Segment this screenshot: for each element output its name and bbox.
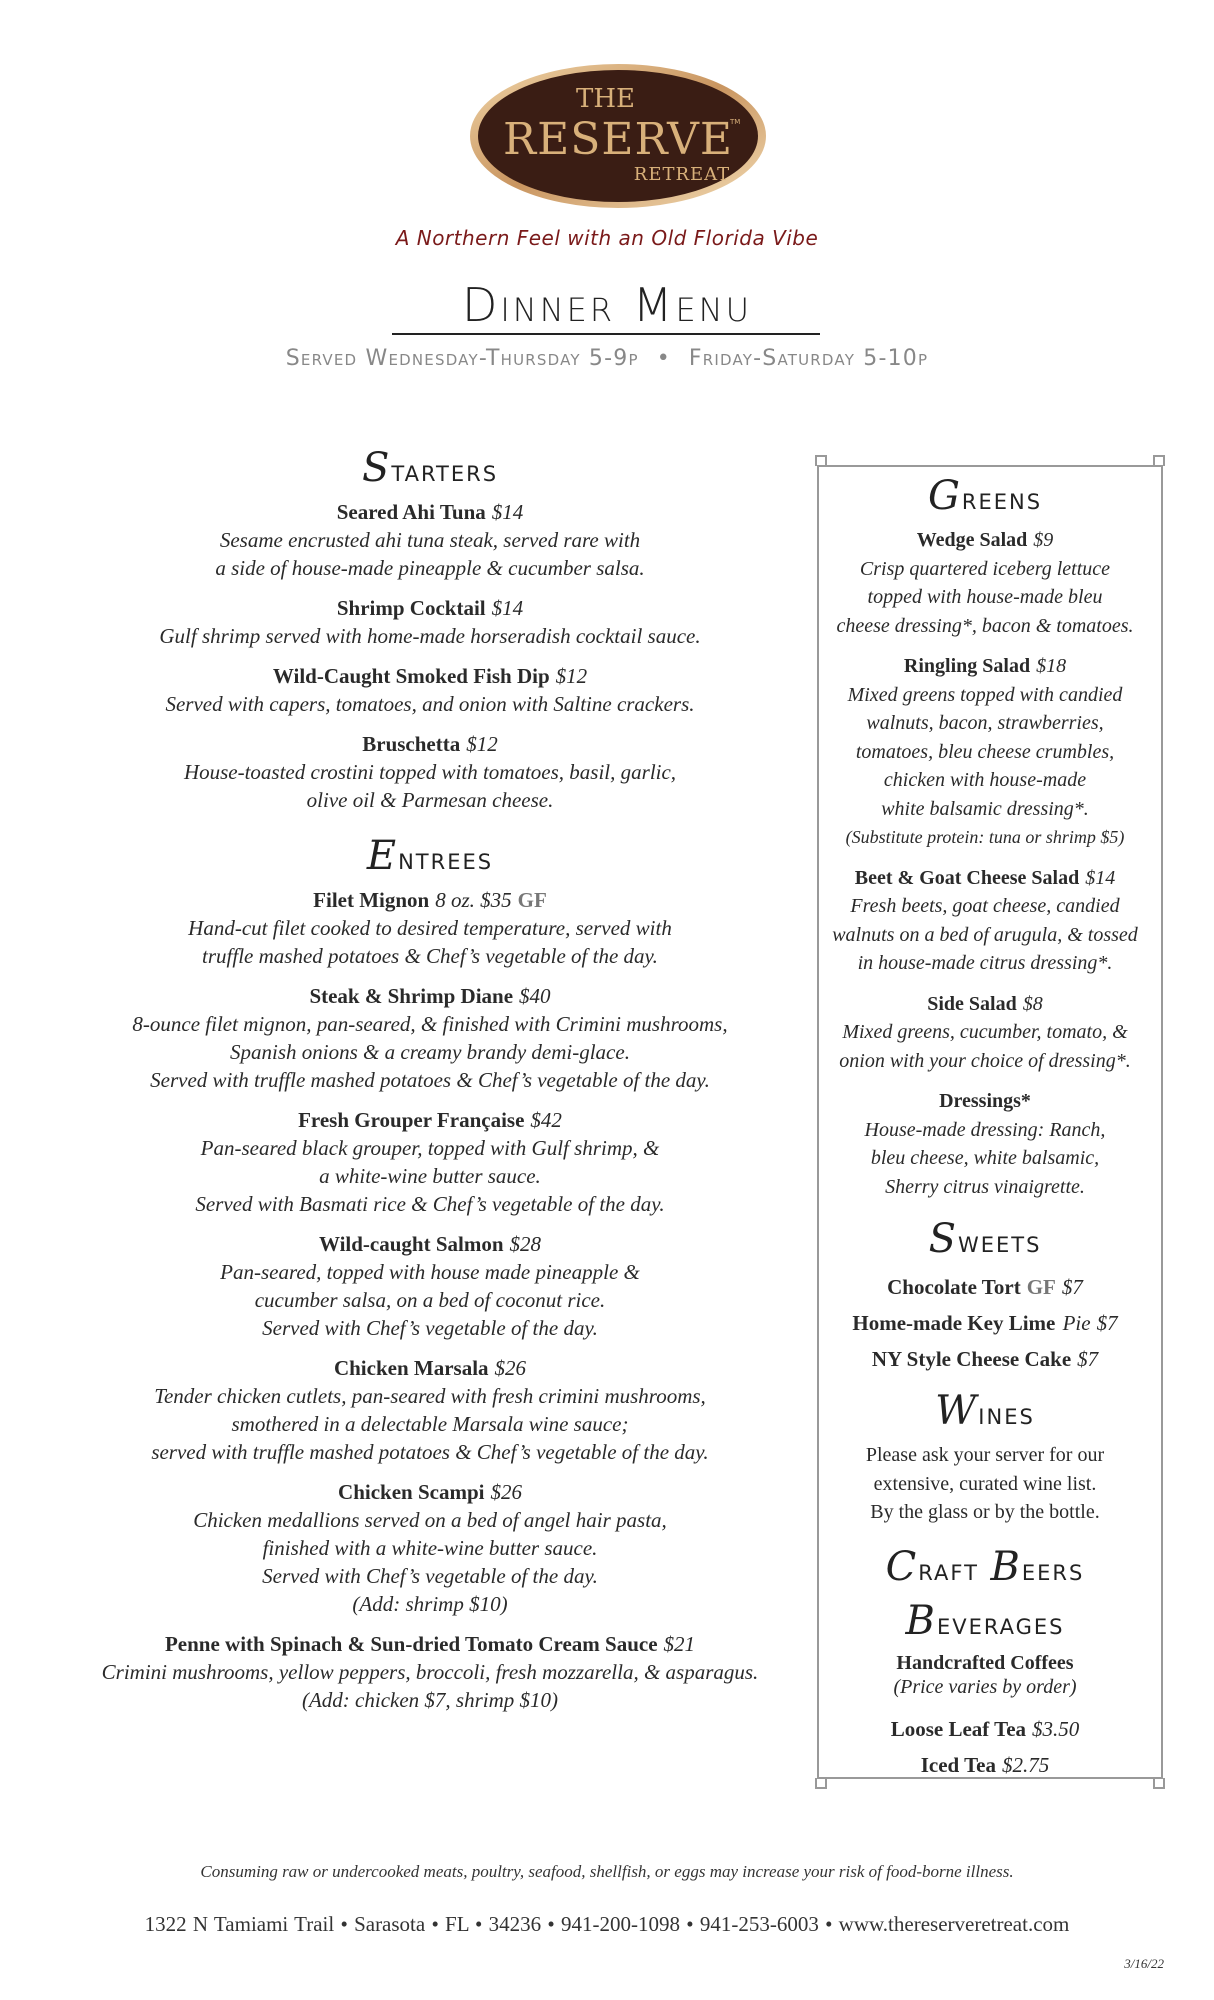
entrees-heading-rest: ntrees [398, 842, 494, 877]
menu-item [820, 1087, 1150, 1201]
menu-item [820, 652, 1150, 852]
item-price: $7 [1096, 1311, 1118, 1335]
item-price: $2.75 [1002, 1752, 1050, 1777]
menu-item [820, 1651, 1150, 1699]
item-desc: tomatoes, bleu cheese crumbles, [855, 740, 1115, 763]
item-name: Fresh Grouper Française [298, 1108, 525, 1132]
item-desc: Sesame encrusted ahi tuna steak, served rare with [219, 528, 641, 552]
wines-heading-rest: ines [978, 1397, 1035, 1432]
craft-beers-cap-1: C [885, 1543, 919, 1590]
item-price: $14 [491, 500, 524, 524]
entrees-heading [80, 833, 780, 880]
wines-desc: Please ask your server for our [865, 1444, 1105, 1466]
item-price: $40 [519, 984, 551, 1008]
served-separator: • [656, 346, 671, 371]
item-price: $28 [509, 1232, 542, 1256]
item-desc: Chicken medallions served on a bed of angel hair pasta, [193, 1508, 667, 1532]
food-safety-disclaimer: Consuming raw or undercooked meats, poultry, seafood, shellfish, or eggs may increase your risk of food-borne illness. [200, 1862, 1014, 1881]
item-desc: finished with a white-wine butter sauce. [262, 1536, 598, 1560]
item-desc: a white-wine butter sauce. [319, 1164, 541, 1188]
logo [468, 62, 768, 210]
item-name: Side Salad [927, 992, 1017, 1015]
served-hours-weekend: Friday-Saturday 5-10p [688, 346, 929, 371]
craft-beers-heading [820, 1543, 1150, 1591]
beverages-heading-rest: everages [936, 1606, 1065, 1642]
item-desc: Pan-seared black grouper, topped with Gulf shrimp, & [200, 1136, 660, 1160]
item-name: Wedge Salad [916, 529, 1028, 551]
item-name: Handcrafted Coffees [896, 1651, 1074, 1674]
tagline: A Northern Feel with an Old Florida Vibe [395, 226, 819, 250]
entrees-heading-cap: E [366, 833, 399, 879]
wines-heading-cap: W [935, 1388, 979, 1434]
item-desc: Pan-seared, topped with house made pineapple & [220, 1260, 640, 1284]
sweets-heading-rest: weets [957, 1225, 1042, 1260]
logo-trademark: TM [730, 118, 741, 126]
gluten-free-badge: GF [517, 888, 547, 912]
item-desc: 8-ounce filet mignon, pan-seared, & finished with Crimini mushrooms, [132, 1012, 728, 1036]
menu-item [820, 1711, 1150, 1747]
gluten-free-badge: GF [1026, 1275, 1056, 1299]
item-name-italic: Pie [1062, 1311, 1091, 1335]
craft-beers-rest-1: raft [918, 1552, 991, 1588]
item-price: $14 [1085, 866, 1116, 889]
menu-item [820, 1341, 1150, 1377]
item-name: Wild-caught Salmon [318, 1232, 504, 1256]
beverages-heading [820, 1597, 1150, 1645]
item-name: Penne with Spinach & Sun-dried Tomato Cream Sauce [164, 1632, 658, 1656]
item-desc: Crisp quartered iceberg lettuce [859, 557, 1111, 580]
menu-item [80, 1106, 780, 1218]
item-desc: a side of house-made pineapple & cucumber salsa. [215, 556, 645, 580]
item-price: $26 [490, 1480, 522, 1504]
item-price: 8 oz. $35 [435, 888, 512, 912]
logo-line-2: RESERVE [503, 114, 733, 165]
menu-item [80, 886, 780, 970]
item-price: $9 [1033, 529, 1054, 551]
item-name: Shrimp Cocktail [336, 596, 486, 620]
item-name: Loose Leaf Tea [890, 1716, 1027, 1741]
item-desc: Mixed greens, cucumber, tomato, & [842, 1021, 1128, 1043]
item-desc: olive oil & Parmesan cheese. [306, 788, 554, 812]
menu-item [80, 1630, 780, 1714]
item-desc: cucumber salsa, on a bed of coconut rice. [254, 1288, 606, 1312]
item-desc: (Add: chicken $7, shrimp $10) [301, 1688, 559, 1712]
item-name: NY Style Cheese Cake [871, 1347, 1072, 1371]
item-desc: (Add: shrimp $10) [352, 1592, 508, 1616]
right-column [820, 473, 1150, 1783]
craft-beers-cap-2: B [990, 1543, 1022, 1590]
item-price: $7 [1077, 1347, 1099, 1371]
address-line: 1322 N Tamiami Trail • Sarasota • FL • 34236 • 941-200-1098 • 941-253-6003 • www.thereserveretreat.com [144, 1912, 1070, 1936]
item-desc: Gulf shrimp served with home-made horseradish cocktail sauce. [159, 624, 701, 648]
menu-item [80, 982, 780, 1094]
item-desc: Served with truffle mashed potatoes & Chef’s vegetable of the day. [150, 1068, 710, 1092]
menu-item [820, 1305, 1150, 1341]
item-desc: cheese dressing*, bacon & tomatoes. [836, 614, 1134, 637]
starters-heading [80, 445, 780, 492]
item-name: Chicken Marsala [333, 1356, 489, 1380]
item-price: $21 [663, 1632, 696, 1656]
item-desc: Tender chicken cutlets, pan-seared with fresh crimini mushrooms, [154, 1384, 706, 1408]
item-desc: House-made dressing: Ranch, [864, 1118, 1106, 1141]
revision-date: 3/16/22 [1124, 1956, 1164, 1971]
item-name: Home-made Key Lime [852, 1311, 1056, 1335]
wines-desc: extensive, curated wine list. [873, 1472, 1097, 1495]
menu-item [80, 1354, 780, 1466]
item-desc: Served with Chef’s vegetable of the day. [262, 1564, 598, 1588]
item-desc: chicken with house-made [883, 769, 1087, 791]
menu-item [80, 662, 780, 718]
starters-heading-cap: S [361, 445, 392, 491]
item-desc: walnuts on a bed of arugula, & tossed [832, 923, 1138, 946]
menu-item [80, 498, 780, 582]
greens-heading-cap: G [927, 473, 962, 519]
sweets-heading-cap: S [928, 1216, 958, 1262]
logo-line-3: RETREAT [633, 164, 731, 185]
menu-item [820, 1269, 1150, 1305]
menu-item [80, 1478, 780, 1618]
menu-item [80, 730, 780, 814]
menu-item [820, 1747, 1150, 1783]
served-hours [0, 346, 1214, 371]
item-desc: topped with house-made bleu [867, 586, 1103, 608]
item-name: Steak & Shrimp Diane [309, 984, 514, 1008]
item-desc: served with truffle mashed potatoes & Chef’s vegetable of the day. [151, 1440, 709, 1464]
menu-item [820, 990, 1150, 1076]
item-name: Ringling Salad [903, 655, 1031, 677]
item-desc: (Substitute protein: tuna or shrimp $5) [845, 827, 1125, 847]
menu-item [820, 864, 1150, 978]
item-price: $14 [491, 596, 524, 620]
item-name: Chocolate Tort [887, 1275, 1021, 1299]
item-name: Beet & Goat Cheese Salad [854, 866, 1080, 889]
item-price: $26 [494, 1356, 527, 1380]
item-desc: Sherry citrus vinaigrette. [885, 1175, 1085, 1198]
item-name: Seared Ahi Tuna [336, 500, 486, 524]
served-hours-weekday: Served Wednesday-Thursday 5-9p [285, 346, 639, 371]
logo-emblem [468, 62, 768, 210]
item-desc: walnuts, bacon, strawberries, [866, 712, 1104, 734]
sweets-heading [820, 1216, 1150, 1263]
item-desc: Served with Basmati rice & Chef’s vegetable of the day. [195, 1192, 665, 1216]
item-desc: truffle mashed potatoes & Chef’s vegetable of the day. [202, 944, 658, 968]
item-name: Dressings* [939, 1090, 1031, 1112]
craft-beers-rest-2: eers [1021, 1552, 1085, 1588]
item-desc: onion with your choice of dressing*. [839, 1049, 1131, 1072]
item-price: $18 [1036, 655, 1067, 677]
item-name: Iced Tea [920, 1752, 996, 1777]
beverages-heading-cap: B [905, 1597, 937, 1644]
item-desc: Served with Chef’s vegetable of the day. [262, 1316, 598, 1340]
item-desc: (Price varies by order) [893, 1675, 1077, 1698]
item-price: $8 [1022, 992, 1043, 1015]
item-desc: white balsamic dressing*. [881, 797, 1089, 820]
starters-heading-rest: tarters [391, 454, 499, 489]
greens-heading-rest: reens [961, 482, 1043, 517]
item-desc: Fresh beets, goat cheese, candied [850, 895, 1120, 917]
item-price: $12 [555, 664, 588, 688]
wines-heading [820, 1388, 1150, 1435]
item-desc: Spanish onions & a creamy brandy demi-glace. [230, 1040, 630, 1064]
item-name: Wild-Caught Smoked Fish Dip [272, 664, 550, 688]
greens-heading [820, 473, 1150, 520]
item-desc: Crimini mushrooms, yellow peppers, broccoli, fresh mozzarella, & asparagus. [101, 1660, 759, 1684]
wines-desc: By the glass or by the bottle. [870, 1501, 1100, 1523]
item-desc: House-toasted crostini topped with tomatoes, basil, garlic, [183, 760, 677, 784]
item-price: $12 [466, 732, 498, 756]
menu-item [80, 1230, 780, 1342]
item-price: $42 [530, 1108, 562, 1132]
item-price: $7 [1061, 1275, 1083, 1299]
item-desc: in house-made citrus dressing*. [857, 952, 1113, 974]
item-desc: Mixed greens topped with candied [847, 683, 1123, 706]
item-desc: smothered in a delectable Marsala wine sauce; [231, 1412, 629, 1436]
item-name: Filet Mignon [313, 888, 430, 912]
menu-title: Dinner Menu [461, 278, 753, 332]
item-desc: bleu cheese, white balsamic, [870, 1147, 1100, 1169]
title-underline [392, 333, 820, 335]
item-desc: Served with capers, tomatoes, and onion with Saltine crackers. [165, 692, 695, 716]
logo-line-1: THE [576, 84, 635, 114]
menu-item [80, 594, 780, 650]
item-desc: Hand-cut filet cooked to desired temperature, served with [188, 916, 672, 940]
item-name: Bruschetta [362, 732, 461, 756]
menu-item [820, 526, 1150, 640]
left-column [80, 445, 780, 1726]
item-name: Chicken Scampi [338, 1480, 485, 1504]
item-price: $3.50 [1032, 1716, 1080, 1741]
